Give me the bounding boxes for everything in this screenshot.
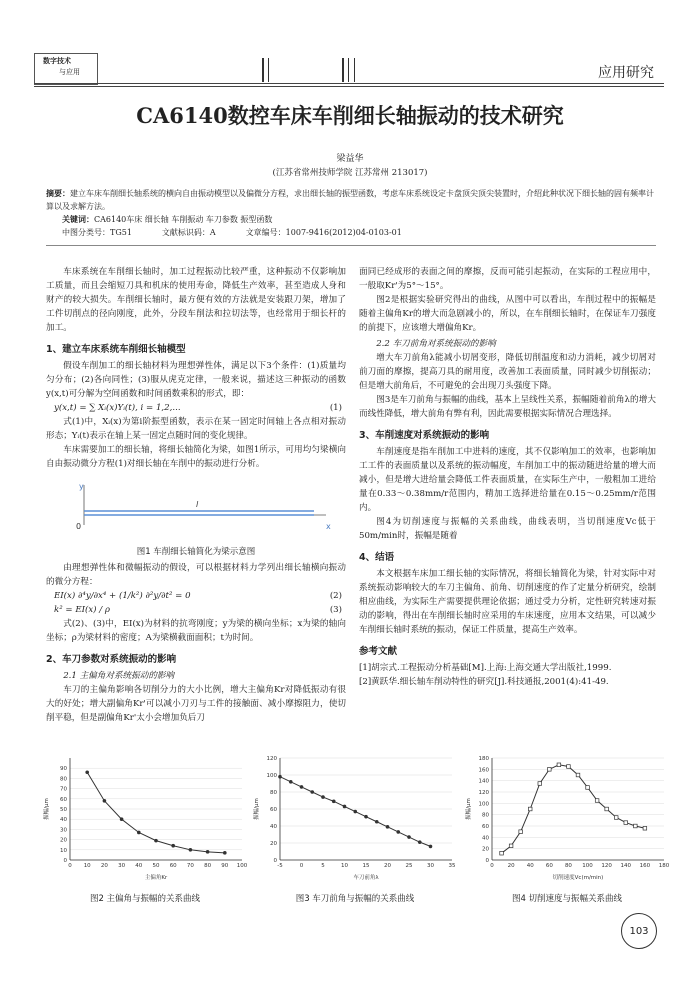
figure-3-caption: 图3 车刀前角与振幅的关系曲线 <box>295 894 415 904</box>
x-tick-label: 30 <box>118 863 126 869</box>
x-tick-label: 20 <box>100 863 108 869</box>
data-point <box>364 815 368 819</box>
y-tick-label: 140 <box>478 778 489 785</box>
data-point <box>396 830 400 834</box>
data-point <box>332 800 336 804</box>
intro-paragraph: 车床系统在车削细长轴时，加工过程振动比较严重，这种振动不仅影响加工质量，而且会缩短刀具和机床的使用寿命，降低生产效率，甚至造成人身和财产的较大损失。车削细长轴时，最方便有效的方法就是安装跟刀架，增加了工件切削点的径向刚度，此外，分段车削法和拉切法等，也经常用于细长杆的加工。 <box>46 267 346 333</box>
keywords <box>46 213 656 226</box>
y-tick-label: 80 <box>60 776 67 783</box>
x-axis-label: 车刀前角λ <box>353 875 379 881</box>
page-number: 103 <box>629 925 649 937</box>
section-4-heading: 4、结语 <box>359 552 395 563</box>
x-tick-label: 40 <box>135 863 143 869</box>
abstract-label: 摘要： <box>46 189 70 198</box>
header-rule-top <box>34 83 664 84</box>
x-tick-label: 80 <box>204 863 212 869</box>
fig1-origin-label: 0 <box>76 522 82 531</box>
x-tick-label: 25 <box>405 863 413 869</box>
conclusion-paragraph: 本文根据车床加工细长轴的实际情况，将细长轴简化为梁，针对实际中对系统振动影响较大的车刀主偏角、前角、切削速度的作了定量分析研究，绘制相应曲线，为实际生产需要提供理论依据；通过受力分析，定性研究转速对振动的影响，得出在车削细长轴时应采用的车床速度，应用本文结果，可以减少车削细长轴时系统的振动，保证工件质量，提高生产效率。 <box>359 569 656 635</box>
section-2-1-heading: 2.1 主偏角对系统振动的影响 <box>63 671 175 681</box>
y-tick-label: 100 <box>266 773 277 779</box>
figure-3-chart <box>250 752 458 882</box>
y-tick-label: 20 <box>60 837 67 844</box>
series-line <box>502 765 645 853</box>
equation-2 <box>46 589 346 603</box>
y-tick-label: 0 <box>485 858 489 864</box>
y-tick-label: 160 <box>478 767 489 774</box>
abstract-text: 建立车床车削细长轴系统的横向自由振动模型以及偏微分方程，求出细长轴的振型函数，考虑车床系统设定卡盘顶尖顶尖装置时，介绍此种状况下细长轴的固有频率计算以及求解方法。 <box>46 189 654 211</box>
y-axis-label: 振幅/μm <box>466 798 472 820</box>
data-point <box>343 805 347 809</box>
author: 梁益华 <box>336 154 364 164</box>
fig1-length-label: l <box>196 500 199 509</box>
y-tick-label: 100 <box>478 801 489 808</box>
data-point <box>643 826 647 830</box>
figure-4-caption: 图4 切削速度与振幅关系曲线 <box>511 894 623 904</box>
journal-name-line1: 数字技术 <box>43 57 71 65</box>
y-tick-label: 30 <box>60 827 67 834</box>
model-paragraph: 假设车削加工的细长轴材料为理想弹性体，满足以下3个条件：(1)质量均匀分布；(2)各向同性；(3)服从虎克定律，一般来说，描述这三种振动的函数y(x,t)可分解为空间函数和时间函数乘积的形式，即： <box>46 361 346 399</box>
data-point <box>634 824 638 828</box>
y-tick-label: 60 <box>482 824 489 830</box>
figure-2-caption: 图2 主偏角与振幅的关系曲线 <box>89 894 201 904</box>
data-point <box>300 785 304 789</box>
fig2-discussion: 图2是根据实验研究得出的曲线，从图中可以看出，车削过程中的振幅是随着主偏角Kr的增大而急剧减小的，所以，在车削细长轴时，在保证车刀强度的前提下，应该增大增偏角Kr。 <box>359 295 656 333</box>
y-tick-label: 20 <box>270 841 277 847</box>
y-tick-label: 90 <box>60 766 67 773</box>
section-label: 应用研究 <box>598 65 654 81</box>
abstract-block <box>46 187 656 239</box>
y-tick-label: 50 <box>60 807 67 813</box>
fig4-discussion: 图4为切削速度与振幅的关系曲线，曲线表明，当切削速度Vc低于50m/min时，振幅是随着 <box>359 517 656 541</box>
reference-1: [1]胡宗式.工程振动分析基础[M].上海:上海交通大学出版社,1999. <box>359 663 612 673</box>
x-tick-label: 100 <box>236 863 248 869</box>
x-tick-label: 160 <box>639 863 651 869</box>
abstract-divider <box>46 245 656 246</box>
data-point <box>500 851 504 855</box>
data-point <box>586 786 590 790</box>
x-tick-label: -5 <box>277 863 283 869</box>
data-point <box>519 830 523 834</box>
data-point <box>407 835 411 839</box>
section-1-heading: 1、建立车床系统车削细长轴模型 <box>46 344 186 355</box>
y-tick-label: 70 <box>60 786 67 793</box>
data-point <box>353 810 357 814</box>
fig1-x-label: x <box>326 522 331 531</box>
fig3-discussion: 图3是车刀前角与振幅的曲线，基本上呈线性关系，振幅随着前角λ的增大而线性降低，增大前角有弊有利，因此需要根据实际情况合理选择。 <box>359 395 656 419</box>
data-point <box>154 839 158 843</box>
equation-1-body: y(x,t) = ∑ Xᵢ(x)Yᵢ(t), i = 1,2,... <box>54 403 181 413</box>
data-point <box>103 799 107 803</box>
left-column <box>46 265 346 725</box>
x-tick-label: 0 <box>68 863 72 869</box>
y-tick-label: 20 <box>482 846 489 853</box>
data-point <box>538 782 542 786</box>
x-tick-label: 10 <box>341 863 348 869</box>
beam-diagram <box>46 475 346 543</box>
section-3-heading: 3、车削速度对系统振动的影响 <box>359 430 490 441</box>
x-tick-label: 20 <box>507 863 515 869</box>
section-2-2-heading: 2.2 车刀前角对系统振动的影响 <box>376 339 496 349</box>
journal-name-line2: 与应用 <box>59 68 80 76</box>
rake-angle-paragraph: 增大车刀前角λ能减小切屑变形，降低切削温度和动力消耗，减少切屑对前刀面的摩擦，提高刀具的耐用度，改善加工表面质量，同时减少切削振动；但是增大前角后，不可避免的会出现刀头强度下降。 <box>359 353 656 391</box>
data-point <box>509 844 513 848</box>
equation-2-number: (2) <box>329 591 342 601</box>
equation-1 <box>46 401 346 415</box>
lead-angle-paragraph: 车刀的主偏角影响各切削分力的大小比例，增大主偏角Kr对降低振动有很大的好处；增大副偏角Kr'可以减小刀刃与工件的接触面、减小摩擦阻力，使切削平稳，但是副偏角Kr'太小会增加负后刀 <box>46 685 346 723</box>
data-point <box>137 831 141 835</box>
data-point <box>528 807 532 811</box>
keywords-label: 关键词： <box>62 215 94 224</box>
data-point <box>223 851 227 855</box>
x-tick-label: 100 <box>582 863 593 869</box>
reference-2: [2]黄跃华.细长轴车削动特性的研究[J].科技通报,2001(4):41-49. <box>359 677 609 687</box>
y-tick-label: 60 <box>60 796 67 803</box>
data-point <box>375 820 379 824</box>
references-heading: 参考文献 <box>359 646 398 657</box>
article-number: 文章编号：1007-9416(2012)04-0103-01 <box>245 228 402 237</box>
data-point <box>85 770 89 774</box>
y-axis-label: 振幅/μm <box>254 798 260 820</box>
x-tick-label: 80 <box>564 863 572 869</box>
x-tick-label: 35 <box>448 863 456 869</box>
figure-2-chart <box>40 752 248 882</box>
y-tick-label: 120 <box>478 790 489 796</box>
section-2-heading: 2、车刀参数对系统振动的影响 <box>46 654 177 665</box>
y-tick-label: 80 <box>482 812 489 819</box>
data-point <box>614 816 618 820</box>
x-axis-label: 主偏角Kr <box>144 875 168 881</box>
eq1-explanation: 式(1)中，Xᵢ(x)为第i阶振型函数，表示在某一固定时间轴上各点相对振动形态；Yᵢ(t)表示在轴上某一固定点随时间的变化规律。 <box>46 417 346 441</box>
symbols-paragraph: 式(2)、(3)中，EI(x)为材料的抗弯刚度；y为梁的横向坐标；x为梁的轴向坐标；ρ为梁材料的密度；A为梁横截面面积；t为时间。 <box>46 619 346 643</box>
data-point <box>595 799 599 803</box>
y-tick-label: 0 <box>273 858 277 864</box>
y-tick-label: 180 <box>478 756 489 762</box>
speed-paragraph: 车削速度是指车削加工中进料的速度，其不仅影响加工的效率，也影响加工工件的表面质量以及系统的振动幅度，车削加工中的振动随进给量的增大而减小，但是增大进给量会降低工件表面质量，在实际生产中，一般粗加工进给量在0.33～0.38mm/r范围内，精加工选择进给量在0.15～0.25mm/r范围内。 <box>359 447 656 513</box>
beam-paragraph: 车床需要加工的细长轴，将细长轴简化为梁，如图1所示，可用均匀梁横向自由振动微分方程(1)对细长轴在车削中的振动进行分析。 <box>46 445 346 469</box>
figure-4-chart <box>462 752 670 882</box>
data-point <box>321 795 325 799</box>
affiliation: (江苏省常州技师学院 江苏常州 213017) <box>272 168 428 178</box>
equation-3-body: k² = EI(x) / ρ <box>54 605 110 615</box>
document-code: 文献标识码：A <box>161 228 216 237</box>
figure-1 <box>46 475 346 543</box>
header-rule-bottom <box>34 86 664 87</box>
data-point <box>557 763 561 767</box>
x-tick-label: 10 <box>83 863 91 869</box>
y-tick-label: 40 <box>482 835 489 842</box>
data-point <box>386 825 390 829</box>
x-tick-label: 30 <box>427 863 434 869</box>
equation-3-number: (3) <box>329 605 342 615</box>
abstract <box>46 187 656 213</box>
x-tick-label: 5 <box>321 863 325 869</box>
x-tick-label: 70 <box>186 863 194 869</box>
x-tick-label: 60 <box>545 863 553 869</box>
vibration-paragraph: 由理想弹性体和微幅振动的假设，可以根据材料力学列出细长轴横向振动的微分方程： <box>46 563 346 587</box>
fig1-y-label: y <box>79 482 84 491</box>
x-tick-label: 140 <box>620 863 632 869</box>
data-point <box>278 775 282 779</box>
y-tick-label: 40 <box>270 824 277 830</box>
keywords-text: CA6140车床 细长轴 车削振动 车刀参数 振型函数 <box>94 215 273 224</box>
data-point <box>310 790 314 794</box>
right-column <box>359 265 656 689</box>
x-tick-label: 0 <box>299 863 304 869</box>
equation-1-number: (1) <box>329 403 342 413</box>
article-title: CA6140数控车床车削细长轴振动的技术研究 <box>136 103 564 128</box>
y-axis-label: 振幅/μm <box>44 798 50 820</box>
x-axis-label: 切削速度Vc(m/min) <box>552 875 604 881</box>
x-tick-label: 15 <box>362 863 370 869</box>
figure-1-caption: 图1 车削细长轴简化为梁示意图 <box>136 547 256 557</box>
data-point <box>576 773 580 777</box>
data-point <box>605 807 609 811</box>
data-point <box>189 848 193 852</box>
data-point <box>171 844 175 848</box>
data-point <box>624 821 628 825</box>
y-tick-label: 10 <box>60 847 67 854</box>
data-point <box>289 780 293 784</box>
journal-logo <box>34 53 98 85</box>
x-tick-label: 0 <box>490 863 494 869</box>
x-tick-label: 120 <box>601 863 612 869</box>
data-point <box>206 850 210 854</box>
data-point <box>567 765 571 769</box>
y-tick-label: 80 <box>270 790 277 796</box>
x-tick-label: 40 <box>526 863 534 869</box>
x-tick-label: 20 <box>384 863 391 869</box>
y-tick-label: 120 <box>266 756 277 762</box>
data-point <box>120 817 124 821</box>
data-point <box>418 840 422 844</box>
y-tick-label: 40 <box>60 817 67 824</box>
x-tick-label: 60 <box>169 863 177 869</box>
equation-2-body: EI(x) ∂⁴y/∂x⁴ + (1/k²) ∂²y/∂t² = 0 <box>54 591 191 601</box>
y-tick-label: 60 <box>270 807 277 813</box>
equation-3 <box>46 603 346 617</box>
data-point <box>548 768 552 772</box>
page-number-seal <box>621 913 657 949</box>
continued-paragraph: 面同已经成形的表面之间的摩擦，反而可能引起振动，在实际的工程应用中，一般取Kr'为5°～15°。 <box>359 267 656 291</box>
classification-line <box>46 226 656 239</box>
x-tick-label: 180 <box>658 863 670 869</box>
clc-number: 中图分类号：TG51 <box>62 228 132 237</box>
x-tick-label: 90 <box>221 863 229 869</box>
x-tick-label: 50 <box>152 863 160 869</box>
data-point <box>429 845 433 849</box>
y-tick-label: 0 <box>63 858 67 864</box>
